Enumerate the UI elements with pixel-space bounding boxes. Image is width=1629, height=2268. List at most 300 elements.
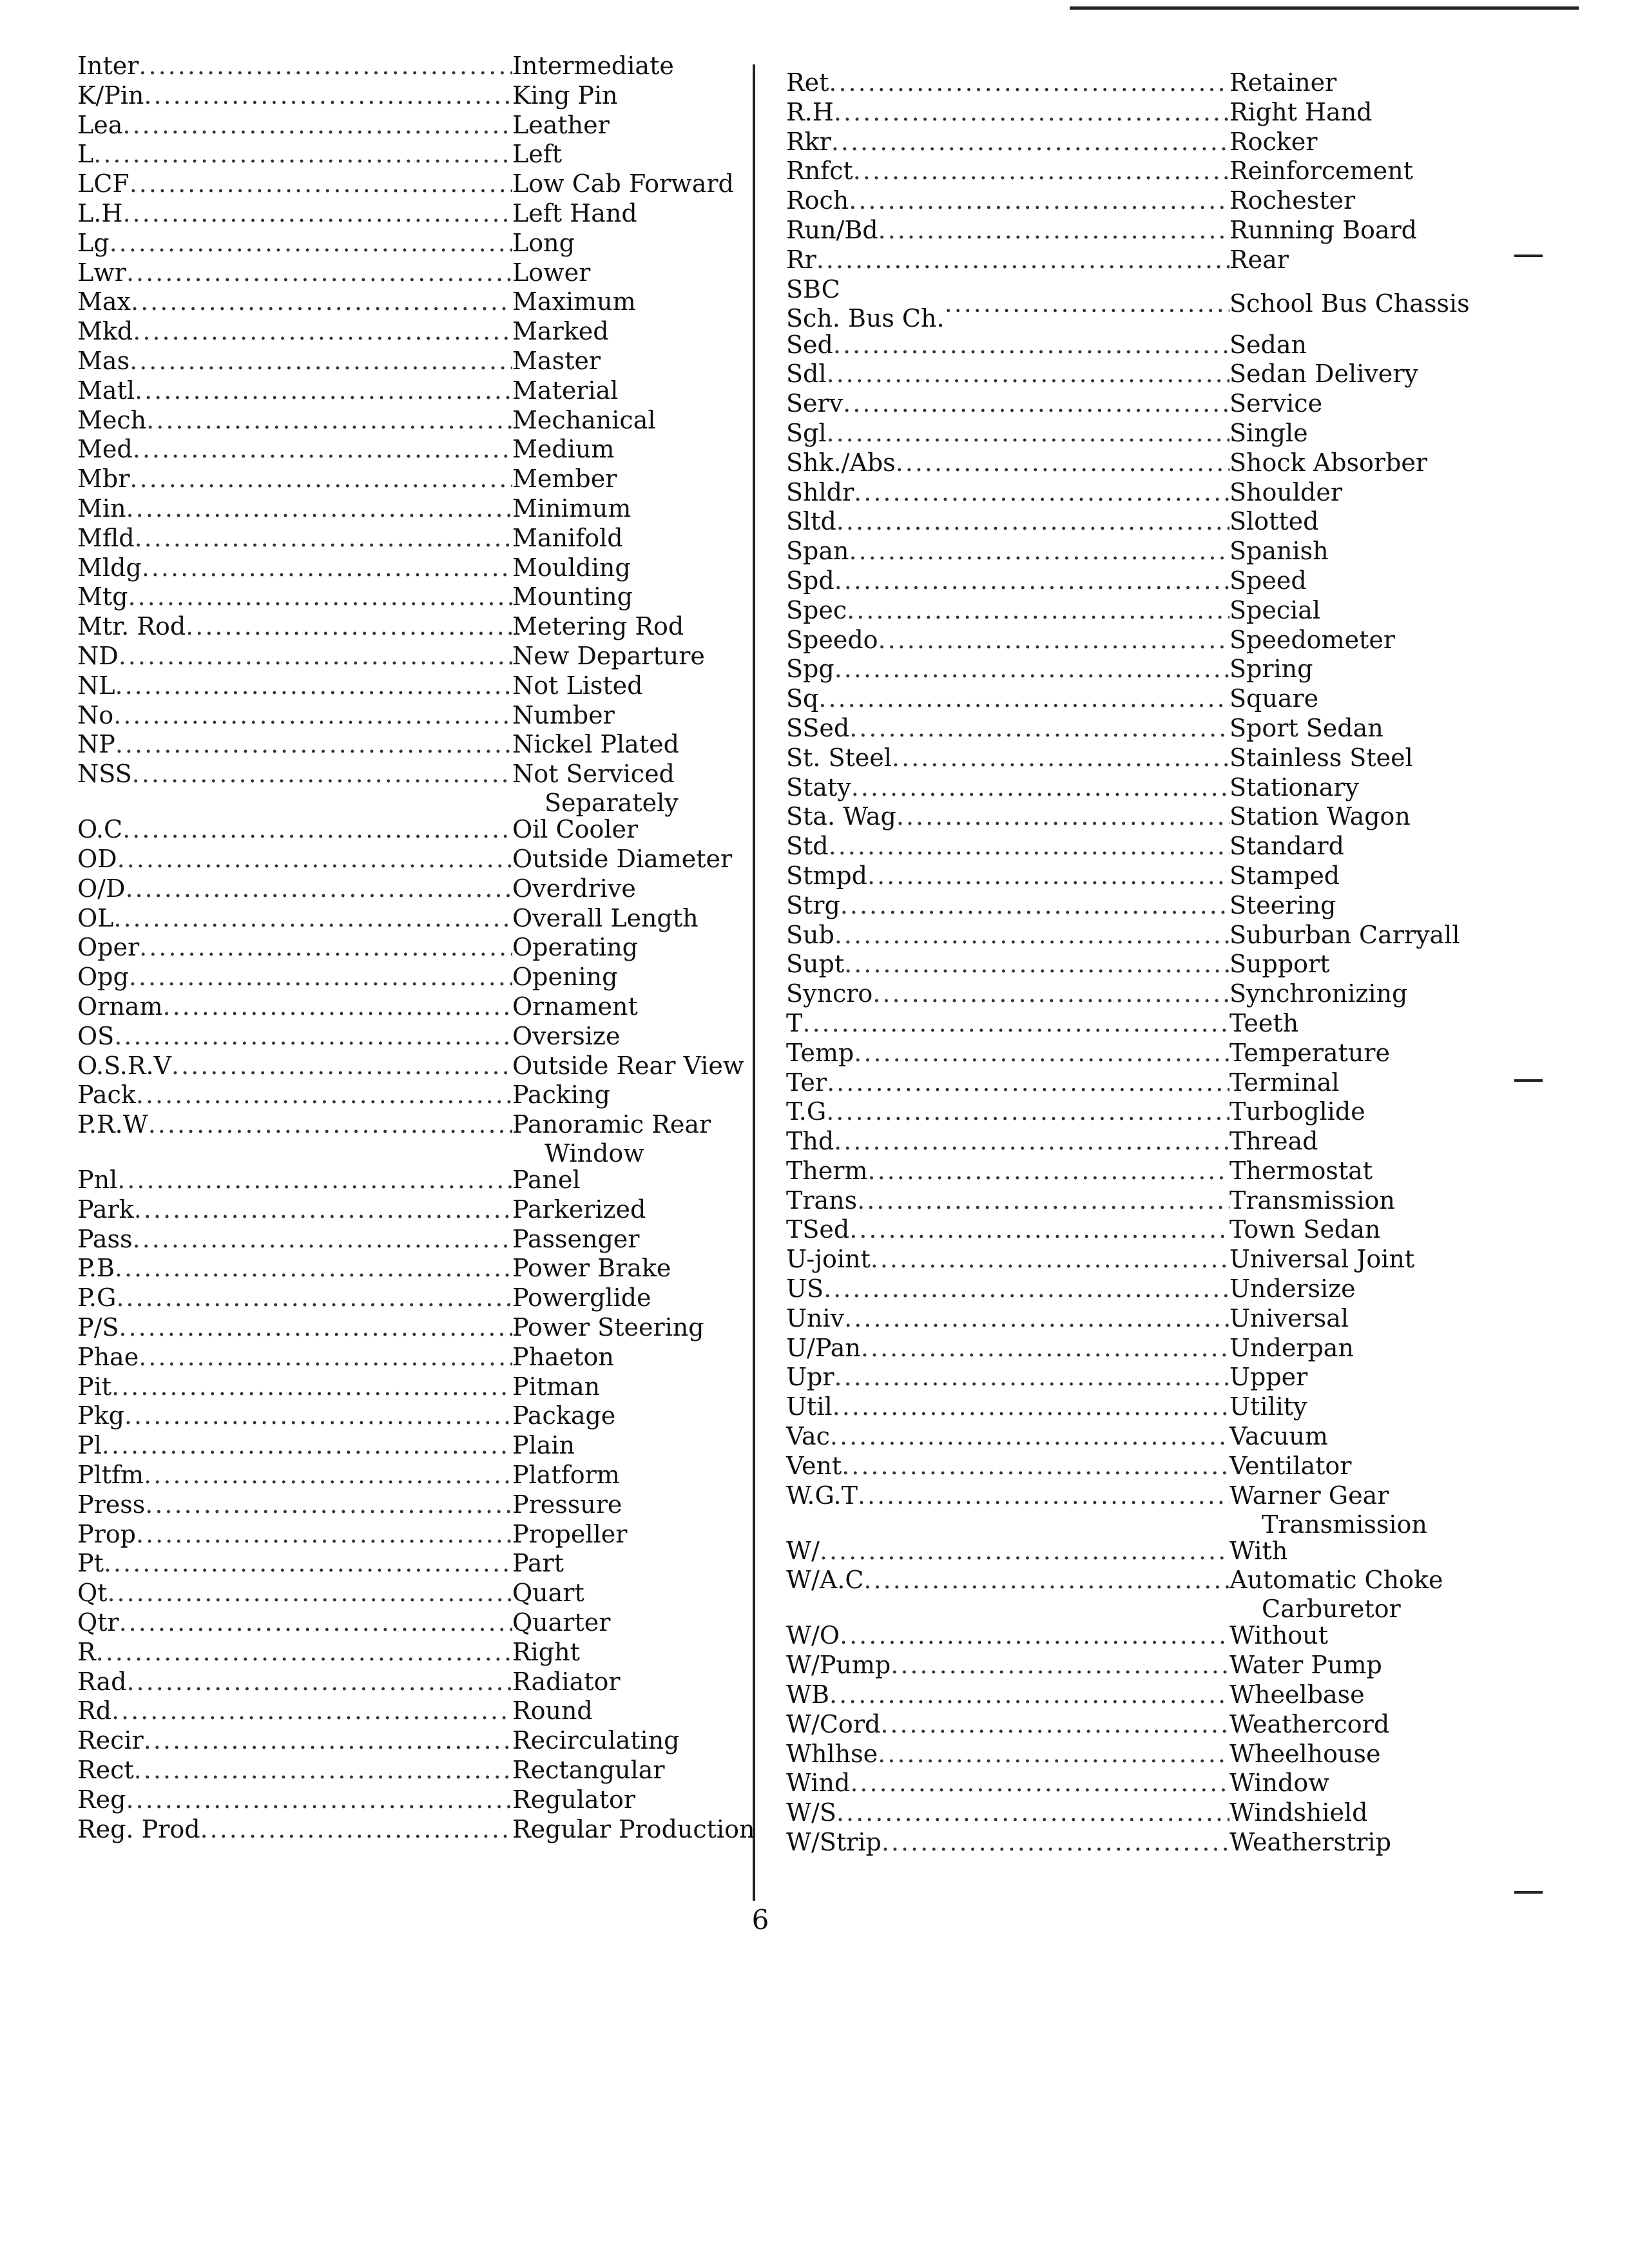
abbreviation-entry: [77, 1696, 735, 1726]
expansion-text: Mounting: [512, 582, 633, 611]
abbreviation-entry: [77, 376, 735, 406]
abbreviation: Sdl: [786, 360, 827, 389]
abbreviation-entry: [77, 845, 735, 874]
abbreviation: W/O: [786, 1621, 840, 1650]
expansion-text: Suburban Carryall: [1229, 920, 1460, 949]
abbreviation-entry: [77, 229, 735, 258]
expansion-text: Rochester: [1229, 186, 1356, 215]
dot-leader: [128, 582, 512, 611]
dot-leader: [829, 832, 1229, 861]
abbreviation-entry: [77, 1081, 735, 1110]
expansion-text: Town Sedan: [1229, 1215, 1381, 1244]
dot-leader: [840, 1621, 1229, 1650]
dot-leader: [829, 68, 1229, 97]
expansion: [512, 52, 735, 81]
expansion: [512, 111, 735, 140]
abbreviation-entry: [77, 1726, 735, 1756]
dot-leader: [826, 1097, 1229, 1126]
abbreviation: Syncro: [786, 979, 873, 1008]
abbreviation: Spd: [786, 566, 834, 595]
dot-leader: [114, 1022, 512, 1051]
abbreviation-entry: [786, 1157, 1469, 1186]
abbreviation-entry: [786, 98, 1469, 128]
abbreviation: Sltd: [786, 507, 836, 536]
expansion-text: Maximum: [512, 287, 636, 316]
dot-leader: [113, 701, 512, 730]
abbreviation: Matl: [77, 376, 135, 405]
abbreviation-entry: [786, 275, 1469, 331]
expansion-text: Universal: [1229, 1303, 1349, 1332]
abbreviation: Spec: [786, 595, 847, 624]
expansion-text: With: [1229, 1536, 1288, 1565]
expansion-text: Station Wagon: [1229, 802, 1411, 831]
abbreviation: Rect: [77, 1756, 134, 1785]
abbreviation: Temp: [786, 1038, 854, 1067]
abbreviation-entry: [786, 360, 1469, 389]
expansion-text: Not Listed: [512, 671, 643, 700]
abbreviation: Press: [77, 1490, 146, 1519]
abbreviation-entry: [786, 832, 1469, 861]
dot-leader: [834, 566, 1229, 595]
expansion: [512, 1490, 735, 1519]
dot-leader: [834, 1363, 1229, 1392]
abbreviation: T.G: [786, 1097, 827, 1126]
dot-leader: [119, 642, 512, 671]
expansion: [1229, 186, 1469, 215]
abbreviation: Supt: [786, 950, 845, 979]
expansion: [512, 1051, 744, 1081]
abbreviation-entry: [77, 1608, 735, 1638]
abbreviation-entry: [786, 1039, 1469, 1068]
expansion-text: Rocker: [1229, 127, 1318, 156]
abbreviation-entry: [786, 1798, 1469, 1828]
dot-leader: [133, 1225, 512, 1254]
abbreviation-entry: [786, 1566, 1469, 1624]
expansion-text: Not Serviced: [512, 760, 675, 789]
abbreviation-entry: [786, 626, 1469, 655]
expansion-text: Overdrive: [512, 874, 636, 903]
expansion-text: Outside Rear View: [512, 1051, 744, 1080]
abbreviation-entry: [77, 1022, 735, 1052]
expansion: [512, 1313, 735, 1342]
abbreviation-entry: [77, 1520, 735, 1550]
expansion-text: Low Cab Forward: [512, 169, 734, 198]
abbreviation: Qt: [77, 1579, 108, 1608]
abbreviation-entry: [786, 157, 1469, 186]
abbreviation-entry: [77, 465, 735, 494]
dot-leader: [834, 1127, 1229, 1156]
expansion-text: Minimum: [512, 494, 631, 523]
abbreviation: Rd: [77, 1696, 111, 1725]
abbreviation: L: [77, 140, 94, 169]
abbreviation-entry: [786, 1710, 1469, 1740]
abbreviation: Reg: [77, 1785, 126, 1814]
abbreviation: Run/Bd: [786, 215, 878, 244]
abbreviation-entry: [77, 1814, 755, 1845]
abbreviation-entry: [786, 566, 1469, 596]
abbreviation: O/D: [77, 874, 126, 903]
abbreviation-entry: [77, 140, 735, 169]
expansion: [1229, 566, 1469, 595]
expansion-text: Recirculating: [512, 1726, 680, 1755]
expansion-continuation: Separately: [545, 789, 679, 818]
abbreviation: O.S.R.V: [77, 1051, 171, 1080]
expansion-text: Shock Absorber: [1229, 448, 1428, 477]
abbreviation-entry: [786, 684, 1469, 714]
expansion-text: Stationary: [1229, 773, 1360, 802]
abbreviation-entry: [77, 671, 735, 701]
expansion: [1229, 419, 1469, 448]
expansion: [1229, 1245, 1469, 1274]
abbreviation-entry: [77, 1372, 735, 1402]
expansion: [512, 933, 735, 962]
abbreviation-entry: [786, 861, 1469, 891]
abbreviation: Vac: [786, 1422, 830, 1451]
dot-leader: [829, 1680, 1229, 1709]
abbreviation-entry: [77, 701, 735, 731]
expansion-text: Parkerized: [512, 1195, 646, 1224]
abbreviation-entry: [77, 494, 735, 524]
expansion-text: Plain: [512, 1431, 575, 1460]
abbreviation: Sub: [786, 920, 834, 949]
abbreviation: Sta. Wag: [786, 802, 896, 831]
dot-leader: [126, 1785, 512, 1814]
dot-leader: [816, 245, 1229, 274]
abbreviation: Stmpd: [786, 861, 867, 890]
dot-leader: [133, 317, 512, 346]
left-abbreviation-column: [77, 52, 755, 1844]
abbreviation: Inter: [77, 52, 139, 80]
expansion: [512, 845, 735, 874]
abbreviation: Mech: [77, 405, 147, 434]
expansion: [1229, 891, 1469, 920]
expansion: [512, 1638, 735, 1667]
abbreviation: Univ: [786, 1303, 845, 1332]
expansion: [512, 992, 735, 1021]
dot-leader: [840, 891, 1229, 920]
abbreviation: Min: [77, 494, 126, 523]
abbreviation-entry: [786, 1680, 1469, 1710]
expansion-text: Medium: [512, 435, 615, 464]
dot-leader: [861, 1334, 1229, 1363]
dot-leader: [117, 1166, 512, 1195]
abbreviation-entry: [786, 1363, 1469, 1392]
expansion-text: Retainer: [1229, 68, 1337, 97]
abbreviation-entry: [77, 317, 735, 347]
abbreviation: Mldg: [77, 553, 142, 582]
abbreviation: LCF: [77, 169, 130, 198]
dot-leader: [896, 448, 1229, 477]
page-number: 6: [751, 1904, 769, 1936]
expansion-text: Sport Sedan: [1229, 713, 1383, 742]
abbreviation: Therm: [786, 1156, 868, 1185]
abbreviation: Util: [786, 1392, 833, 1421]
abbreviation: Ornam: [77, 992, 163, 1021]
dot-leader: [119, 1608, 512, 1637]
dot-leader: [139, 933, 512, 962]
dot-leader: [849, 714, 1229, 743]
dot-leader: [122, 815, 512, 844]
abbreviation: Speedo: [786, 625, 878, 654]
expansion-text: Square: [1229, 684, 1319, 713]
abbreviation: Whlhse: [786, 1739, 878, 1768]
expansion: [512, 169, 735, 198]
dot-leader: [131, 287, 512, 316]
abbreviation-entry: [786, 1740, 1469, 1769]
dot-leader: [107, 1579, 512, 1608]
abbreviation: Serv: [786, 389, 843, 418]
expansion-text: Platform: [512, 1461, 620, 1490]
dot-leader: [854, 478, 1229, 507]
expansion: [1229, 157, 1469, 186]
abbreviation-entry: [77, 874, 735, 904]
expansion-text: Speedometer: [1229, 625, 1395, 654]
dot-leader: [878, 626, 1229, 655]
abbreviation: Pl: [77, 1431, 102, 1460]
expansion-text: King Pin: [512, 81, 618, 110]
expansion: [1229, 98, 1469, 127]
abbreviation: Park: [77, 1195, 134, 1224]
abbreviation: Pack: [77, 1081, 136, 1110]
expansion: [512, 553, 735, 582]
dot-leader: [126, 258, 512, 287]
abbreviation-entry: [786, 1621, 1469, 1651]
abbreviation-entry: [77, 1549, 735, 1579]
expansion: [512, 287, 735, 316]
expansion-text: Part: [512, 1549, 564, 1578]
expansion-text: Automatic Choke: [1229, 1566, 1443, 1595]
expansion-text: Regular Production: [512, 1814, 755, 1843]
dot-leader: [200, 1815, 512, 1844]
dot-leader: [102, 1431, 512, 1460]
expansion: [512, 1225, 735, 1254]
dot-leader: [891, 1651, 1229, 1680]
abbreviation: No: [77, 700, 114, 729]
expansion-text: Water Pump: [1229, 1651, 1382, 1680]
abbreviation-entry: [77, 904, 735, 934]
abbreviation: P.G: [77, 1283, 117, 1312]
expansion-text: Panel: [512, 1166, 581, 1195]
expansion-text: Power Steering: [512, 1313, 704, 1342]
expansion: [1229, 1740, 1469, 1769]
abbreviation: Sed: [786, 330, 833, 359]
abbreviation: Med: [77, 435, 133, 464]
dot-leader: [111, 1696, 512, 1725]
expansion: [1229, 832, 1469, 861]
dot-leader: [129, 963, 512, 992]
dot-leader: [113, 904, 512, 933]
abbreviation: Thd: [786, 1127, 834, 1156]
expansion: [512, 1696, 735, 1725]
expansion-text: Synchronizing: [1229, 979, 1408, 1008]
expansion-text: Sedan: [1229, 330, 1307, 359]
expansion: [512, 347, 735, 376]
dot-leader: [144, 81, 512, 110]
abbreviation: Span: [786, 537, 849, 566]
expansion-text: Without: [1229, 1621, 1328, 1650]
expansion: [512, 1461, 735, 1490]
abbreviation: Reg. Prod: [77, 1814, 200, 1843]
abbreviation-entry: [77, 1051, 744, 1081]
abbreviation-entry: [77, 612, 735, 642]
abbreviation: P/S: [77, 1313, 119, 1342]
abbreviation-entry: [786, 1651, 1469, 1680]
dot-leader: [119, 1313, 512, 1342]
abbreviation-entry: [786, 245, 1469, 275]
abbreviation-entry: [786, 1481, 1469, 1537]
abbreviation: Sq: [786, 684, 819, 713]
abbreviation-entry: [77, 1254, 735, 1283]
dot-leader: [115, 671, 512, 700]
expansion-text: Packing: [512, 1081, 610, 1110]
expansion-text: Moulding: [512, 553, 631, 582]
expansion-text: Thermostat: [1229, 1156, 1373, 1185]
abbreviation: OL: [77, 903, 114, 932]
dot-leader: [820, 1537, 1229, 1566]
abbreviation-entry: [77, 1195, 735, 1225]
expansion: [1229, 1157, 1469, 1186]
abbreviation: Trans: [786, 1186, 858, 1215]
expansion-text: Wheelhouse: [1229, 1739, 1381, 1768]
expansion: [1229, 448, 1469, 477]
abbreviation: T: [786, 1008, 803, 1037]
dot-leader: [863, 1566, 1229, 1595]
abbreviation-entry: [786, 1127, 1469, 1157]
abbreviation-entry: [786, 891, 1469, 921]
dot-leader: [117, 845, 512, 874]
abbreviation: Shk./Abs: [786, 448, 896, 477]
abbreviation: Recir: [77, 1726, 144, 1755]
abbreviation-entry: [77, 963, 735, 992]
abbreviation-line: Sch. Bus Ch.: [786, 303, 945, 332]
abbreviation: Pltfm: [77, 1461, 144, 1490]
abbreviation-entry: [786, 1097, 1469, 1127]
expansion-text: Number: [512, 700, 615, 729]
abbreviation: Ter: [786, 1068, 827, 1097]
expansion-text: Upper: [1229, 1363, 1308, 1392]
abbreviation: Rr: [786, 245, 816, 274]
abbreviation-entry: [786, 1422, 1469, 1452]
right-abbreviation-column: [786, 68, 1469, 1858]
expansion-text: Powerglide: [512, 1283, 651, 1312]
dot-leader: [854, 1039, 1229, 1068]
abbreviation: Mas: [77, 346, 130, 375]
expansion: [512, 1756, 735, 1785]
expansion-text: Wheelbase: [1229, 1680, 1365, 1709]
abbreviation-entry: [77, 1283, 735, 1313]
expansion: [512, 524, 735, 553]
expansion-text: Master: [512, 346, 601, 375]
abbreviation: K/Pin: [77, 81, 144, 110]
dot-leader: [139, 52, 512, 81]
expansion: [1229, 921, 1469, 950]
abbreviation: St. Steel: [786, 743, 892, 772]
abbreviation: Rnfct: [786, 157, 853, 186]
abbreviation: OD: [77, 844, 117, 873]
expansion-text: Package: [512, 1401, 616, 1430]
abbreviation-entry: [77, 1225, 735, 1254]
abbreviation-entry: [77, 582, 735, 612]
expansion-text: Running Board: [1229, 215, 1418, 244]
abbreviation: WB: [786, 1680, 829, 1709]
abbreviation-entry: [77, 1431, 735, 1461]
dot-leader: [111, 1372, 512, 1401]
expansion: [1229, 684, 1469, 713]
abbreviation-entry: [77, 524, 735, 553]
dot-leader: [130, 465, 512, 494]
expansion-text: Material: [512, 376, 619, 405]
dot-leader: [171, 1052, 512, 1081]
abbreviation-entry: [786, 1828, 1469, 1858]
dot-leader: [104, 1549, 512, 1578]
abbreviation-entry: [77, 111, 735, 140]
expansion: [512, 582, 735, 611]
abbreviation-entry: [77, 1343, 735, 1372]
expansion-text: Weathercord: [1229, 1709, 1390, 1738]
expansion-text: Rear: [1229, 245, 1289, 274]
abbreviation: R.H: [786, 97, 834, 126]
expansion-text: Single: [1229, 418, 1308, 447]
expansion: [1229, 596, 1469, 625]
abbreviation: Strg: [786, 890, 840, 919]
expansion-text: Undersize: [1229, 1274, 1356, 1303]
dot-leader: [146, 406, 512, 435]
expansion: [1229, 1097, 1469, 1126]
expansion-continuation: Window: [545, 1139, 644, 1168]
expansion: [512, 1166, 735, 1195]
expansion-text: Left: [512, 140, 563, 169]
abbreviation-entry: [786, 744, 1469, 773]
expansion: [1229, 389, 1469, 418]
expansion: [1229, 773, 1469, 802]
expansion: [1229, 331, 1469, 360]
dot-leader: [878, 216, 1229, 245]
abbreviation: Mtg: [77, 582, 128, 611]
abbreviation: Staty: [786, 773, 851, 802]
dot-leader: [136, 1520, 512, 1549]
dot-leader: [122, 111, 512, 140]
dot-leader: [834, 921, 1229, 950]
expansion: [1229, 507, 1469, 536]
abbreviation-entry: [786, 1215, 1469, 1245]
abbreviation: TSed: [786, 1215, 850, 1244]
abbreviation: Lea: [77, 110, 123, 139]
dot-leader: [125, 874, 512, 903]
expansion-text: Overall Length: [512, 903, 699, 932]
abbreviation: U-joint: [786, 1245, 871, 1274]
abbreviation: Lg: [77, 228, 110, 257]
abbreviation: Max: [77, 287, 131, 316]
dot-leader: [162, 992, 512, 1021]
expansion: [1229, 979, 1469, 1008]
expansion: [1229, 1481, 1469, 1539]
expansion: [1229, 289, 1469, 318]
margin-mark: [1514, 255, 1543, 257]
dot-leader: [833, 1392, 1229, 1421]
expansion: [512, 963, 735, 992]
expansion-text: Nickel Plated: [512, 730, 679, 759]
dot-leader: [842, 1452, 1229, 1481]
abbreviation-entry: [77, 258, 735, 288]
expansion: [512, 317, 735, 346]
abbreviation-entry: [786, 507, 1469, 537]
expansion: [512, 1110, 735, 1168]
expansion: [512, 1667, 735, 1696]
abbreviation: Lwr: [77, 258, 126, 287]
abbreviation-entry: [77, 1579, 735, 1608]
expansion-text: Right: [512, 1637, 580, 1666]
expansion: [512, 701, 735, 730]
